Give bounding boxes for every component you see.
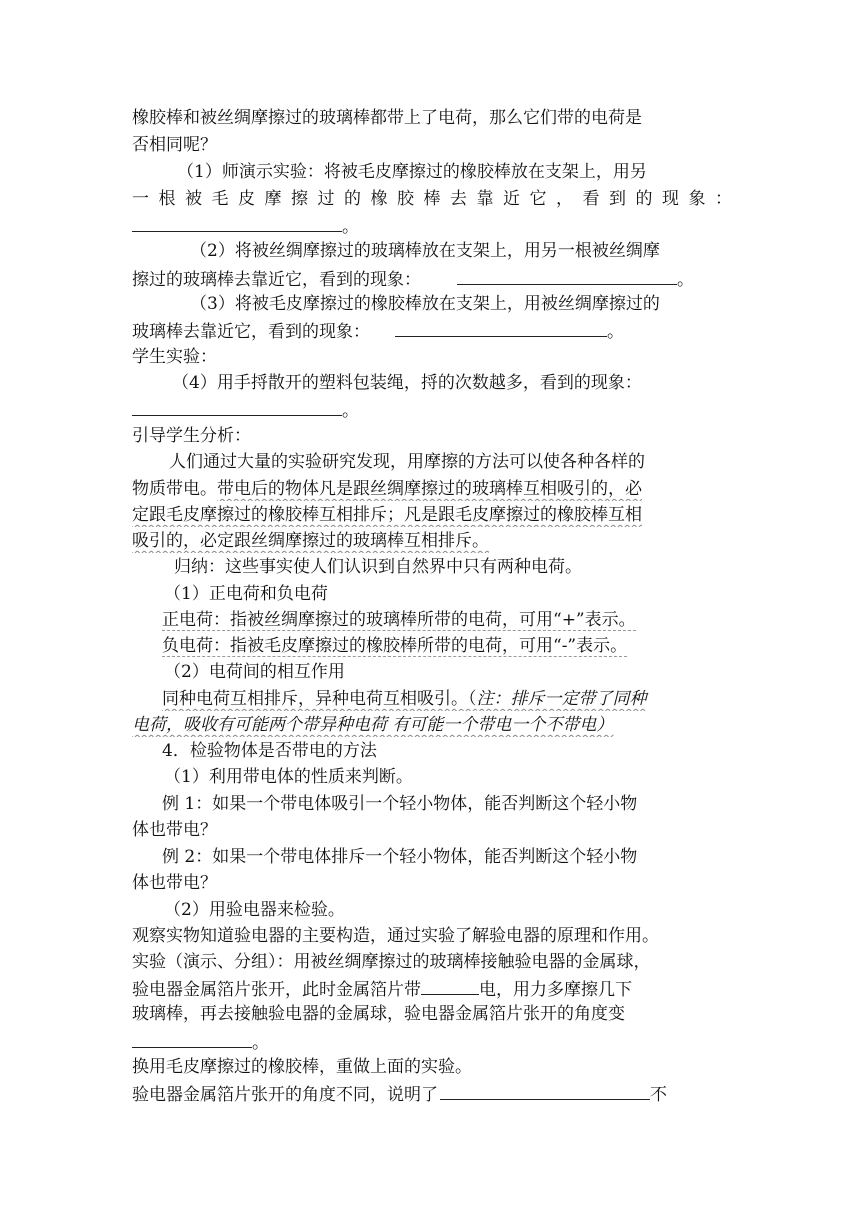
text-line: 人们通过大量的实验研究发现，用摩擦的方法可以使各种各样的 <box>169 452 645 472</box>
text-line: 例 2：如果一个带电体排斥一个轻小物体，能否判断这个轻小物 <box>162 847 638 867</box>
text-line: 擦过的玻璃棒去靠近它，看到的现象： 。 <box>132 266 732 292</box>
text-line: 吸引的，必定跟丝绸摩擦过的玻璃棒互相排斥。 <box>132 531 489 551</box>
text-line: （1）利用带电体的性质来判断。 <box>164 767 413 787</box>
answer-blank[interactable] <box>457 266 677 285</box>
text-line: 实验（演示、分组）：用被丝绸摩擦过的玻璃棒接触验电器的金属球， <box>132 952 651 972</box>
text-line: 电荷，吸收有可能两个带异种电荷 有可能一个带电一个不带电） <box>132 715 614 735</box>
text-line: （2）电荷间的相互作用 <box>164 662 345 682</box>
text-line: 一根被毛皮摩擦过的橡胶棒去靠近它，看到的现象： <box>132 189 732 209</box>
text-line: 体也带电？ <box>132 820 217 840</box>
text-line: 物质带电。带电后的物体凡是跟丝绸摩擦过的玻璃棒互相吸引的，必 <box>132 479 642 499</box>
answer-blank[interactable] <box>440 1081 650 1100</box>
text-line: 归纳：这些事实使人们认识到自然界中只有两种电荷。 <box>174 557 582 577</box>
answer-blank[interactable] <box>132 213 342 232</box>
text-line: 。 <box>132 213 732 239</box>
text-line: （1）师演示实验：将被毛皮摩擦过的橡胶棒放在支架上，用另 <box>177 162 647 182</box>
text-line: 学生实验： <box>132 347 217 367</box>
text-line: 负电荷：指被毛皮摩擦过的橡胶棒所带的电荷，可用“-”表示。 <box>162 636 628 656</box>
text-line: 正电荷：指被丝绸摩擦过的玻璃棒所带的电荷，可用“+”表示。 <box>162 610 636 630</box>
text-line: 体也带电？ <box>132 873 217 893</box>
answer-blank[interactable] <box>132 397 342 416</box>
text-line: 同种电荷互相排斥，异种电荷互相吸引。（注：排斥一定带了同种 <box>162 689 647 709</box>
text-line: （4）用手捋散开的塑料包装绳，捋的次数越多，看到的现象： <box>172 373 642 393</box>
answer-blank[interactable] <box>132 1029 252 1048</box>
text-line: 否相同呢？ <box>132 135 217 155</box>
text-line: （2）用验电器来检验。 <box>164 900 345 920</box>
text-line: 验电器金属箔片张开的角度不同，说明了 不 <box>132 1081 732 1107</box>
text-line: 。 <box>132 1029 732 1055</box>
text-line: 换用毛皮摩擦过的橡胶棒，重做上面的实验。 <box>132 1057 472 1077</box>
text-line: 4．检验物体是否带电的方法 <box>162 741 377 761</box>
text-line: 。 <box>132 397 732 423</box>
text-line: 橡胶棒和被丝绸摩擦过的玻璃棒都带上了电荷，那么它们带的电荷是 <box>132 108 642 128</box>
text-line: 例 1：如果一个带电体吸引一个轻小物体，能否判断这个轻小物 <box>162 794 638 814</box>
text-line: 观察实物知道验电器的主要构造，通过实验了解验电器的原理和作用。 <box>132 926 659 946</box>
text-line: 引导学生分析： <box>132 426 251 446</box>
text-line: 定跟毛皮摩擦过的橡胶棒互相排斥；凡是跟毛皮摩擦过的橡胶棒互相 <box>132 505 642 525</box>
text-line: 验电器金属箔片张开，此时金属箔片带 电，用力多摩擦几下 <box>132 976 732 1002</box>
text-line: （1）正电荷和负电荷 <box>164 584 328 604</box>
text-line: 玻璃棒去靠近它，看到的现象： 。 <box>132 318 732 344</box>
text-line: 玻璃棒，再去接触验电器的金属球，验电器金属箔片张开的角度变 <box>132 1004 625 1024</box>
answer-blank[interactable] <box>421 976 479 995</box>
answer-blank[interactable] <box>395 318 607 337</box>
text-line: （2）将被丝绸摩擦过的玻璃棒放在支架上，用另一根被丝绸摩 <box>190 241 660 261</box>
text-line: （3）将被毛皮摩擦过的橡胶棒放在支架上，用被丝绸摩擦过的 <box>190 294 660 314</box>
